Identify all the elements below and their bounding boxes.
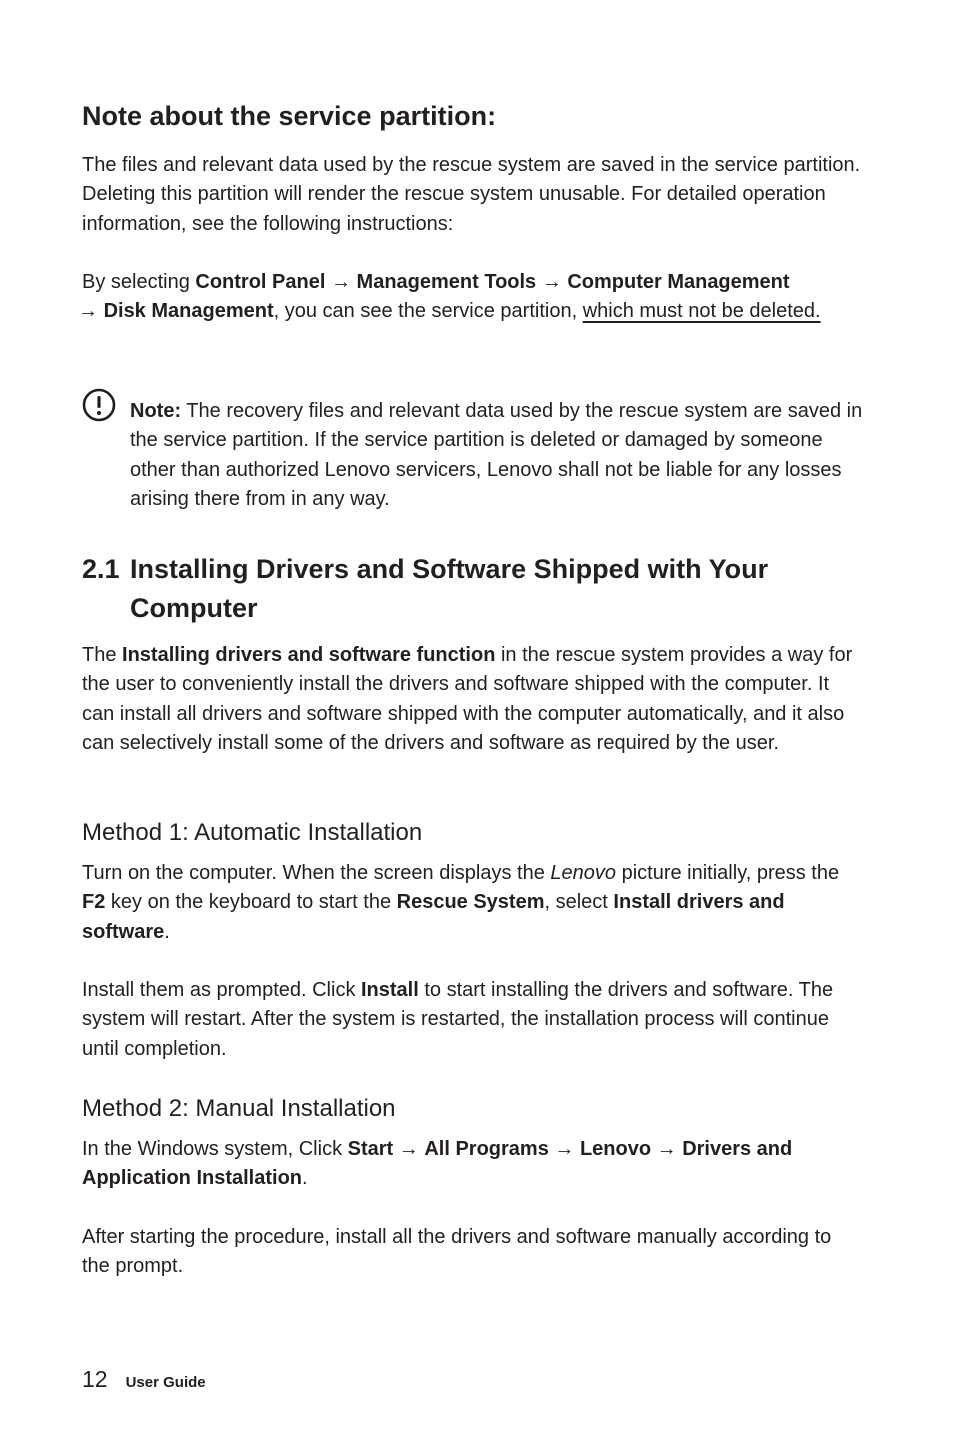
text-run: in the rescue system provides a way for the user to conveniently install the drivers and software shipped with the computer. It can install all drivers and software shipped with the computer automatically, and it also can selectively install some of the drivers and software as required by the user. — [82, 644, 853, 754]
control-panel-term: Control Panel — [195, 271, 326, 293]
page-footer — [82, 1366, 206, 1393]
text-run: Turn on the computer. When the screen displays the — [82, 862, 551, 884]
drivers-installation-term: Drivers and Application Installation — [82, 1138, 793, 1190]
text-run: to start installing the drivers and software. The system will restart. After the system is restarted, the installation process will continue until completion. — [82, 979, 834, 1060]
text-run: . — [164, 920, 170, 943]
all-programs-term: All Programs — [424, 1138, 549, 1160]
disk-management-paragraph — [78, 268, 822, 327]
method-2-paragraph-1 — [82, 1135, 862, 1194]
f2-key: F2 — [82, 891, 106, 914]
section-heading-service-partition: Note about the service partition: — [82, 101, 497, 131]
note-body: The recovery files and relevant data used by the rescue system are saved in the service partition. If the service partition is deleted or damaged by someone other than authorized Lenovo servicers, Lenovo shall not be liable for any losses arising there from in any way. — [130, 400, 863, 510]
function-name-term: Installing drivers and software function — [122, 644, 496, 666]
text-run: The — [82, 644, 123, 666]
method-2-paragraph-2: After starting the procedure, install all the drivers and software manually according to the prompt. — [82, 1226, 832, 1278]
management-tools-term: Management Tools — [356, 271, 537, 293]
text-run: By selecting — [82, 271, 196, 293]
arrow: → — [78, 300, 104, 323]
arrow: → — [651, 1138, 683, 1160]
install-term: Install — [361, 979, 419, 1001]
arrow: → — [536, 271, 568, 293]
arrow: → — [393, 1138, 425, 1160]
installing-drivers-intro — [82, 641, 862, 758]
computer-management-term: Computer Management — [567, 271, 790, 293]
lenovo-italic: Lenovo — [550, 862, 617, 884]
text-run: picture initially, press the — [616, 862, 840, 884]
service-partition-paragraph: The files and relevant data used by the rescue system are saved in the service partition. Deleting this partition will render the rescue system unusable. For detailed operation information, see the following instructions: — [82, 154, 861, 235]
note-label: Note: — [130, 400, 182, 422]
text-run: key on the keyboard to start the — [105, 891, 397, 914]
arrow: → — [548, 1138, 580, 1160]
page-number: 12 — [82, 1366, 108, 1392]
section-heading-installing-drivers — [82, 550, 862, 628]
lenovo-term: Lenovo — [579, 1138, 652, 1160]
section-title: Installing Drivers and Software Shipped with Your Computer — [130, 554, 769, 623]
method-2-heading: Method 2: Manual Installation — [82, 1095, 396, 1122]
text-run: In the Windows system, Click — [82, 1138, 348, 1160]
method-1-paragraph-2 — [82, 976, 862, 1064]
method-1-paragraph-1 — [82, 859, 842, 947]
method-1-heading: Method 1: Automatic Installation — [82, 819, 423, 846]
section-number: 2.1 — [82, 554, 120, 584]
rescue-system-term: Rescue System — [396, 891, 545, 914]
footer-guide-label: User Guide — [125, 1374, 206, 1391]
exclamation-circle-icon — [82, 388, 116, 422]
text-run: , you can see the service partition, — [273, 300, 583, 323]
note-text — [130, 397, 870, 514]
text-run: , select — [544, 891, 614, 914]
text-run: Install them as prompted. Click — [82, 979, 361, 1001]
arrow: → — [325, 271, 357, 293]
disk-management-term: Disk Management — [103, 300, 274, 323]
must-not-be-deleted-emphasis: which must not be deleted. — [582, 300, 821, 323]
text-run: . — [302, 1167, 308, 1190]
install-drivers-term: Install drivers and software — [82, 891, 785, 943]
start-term: Start — [347, 1138, 394, 1160]
